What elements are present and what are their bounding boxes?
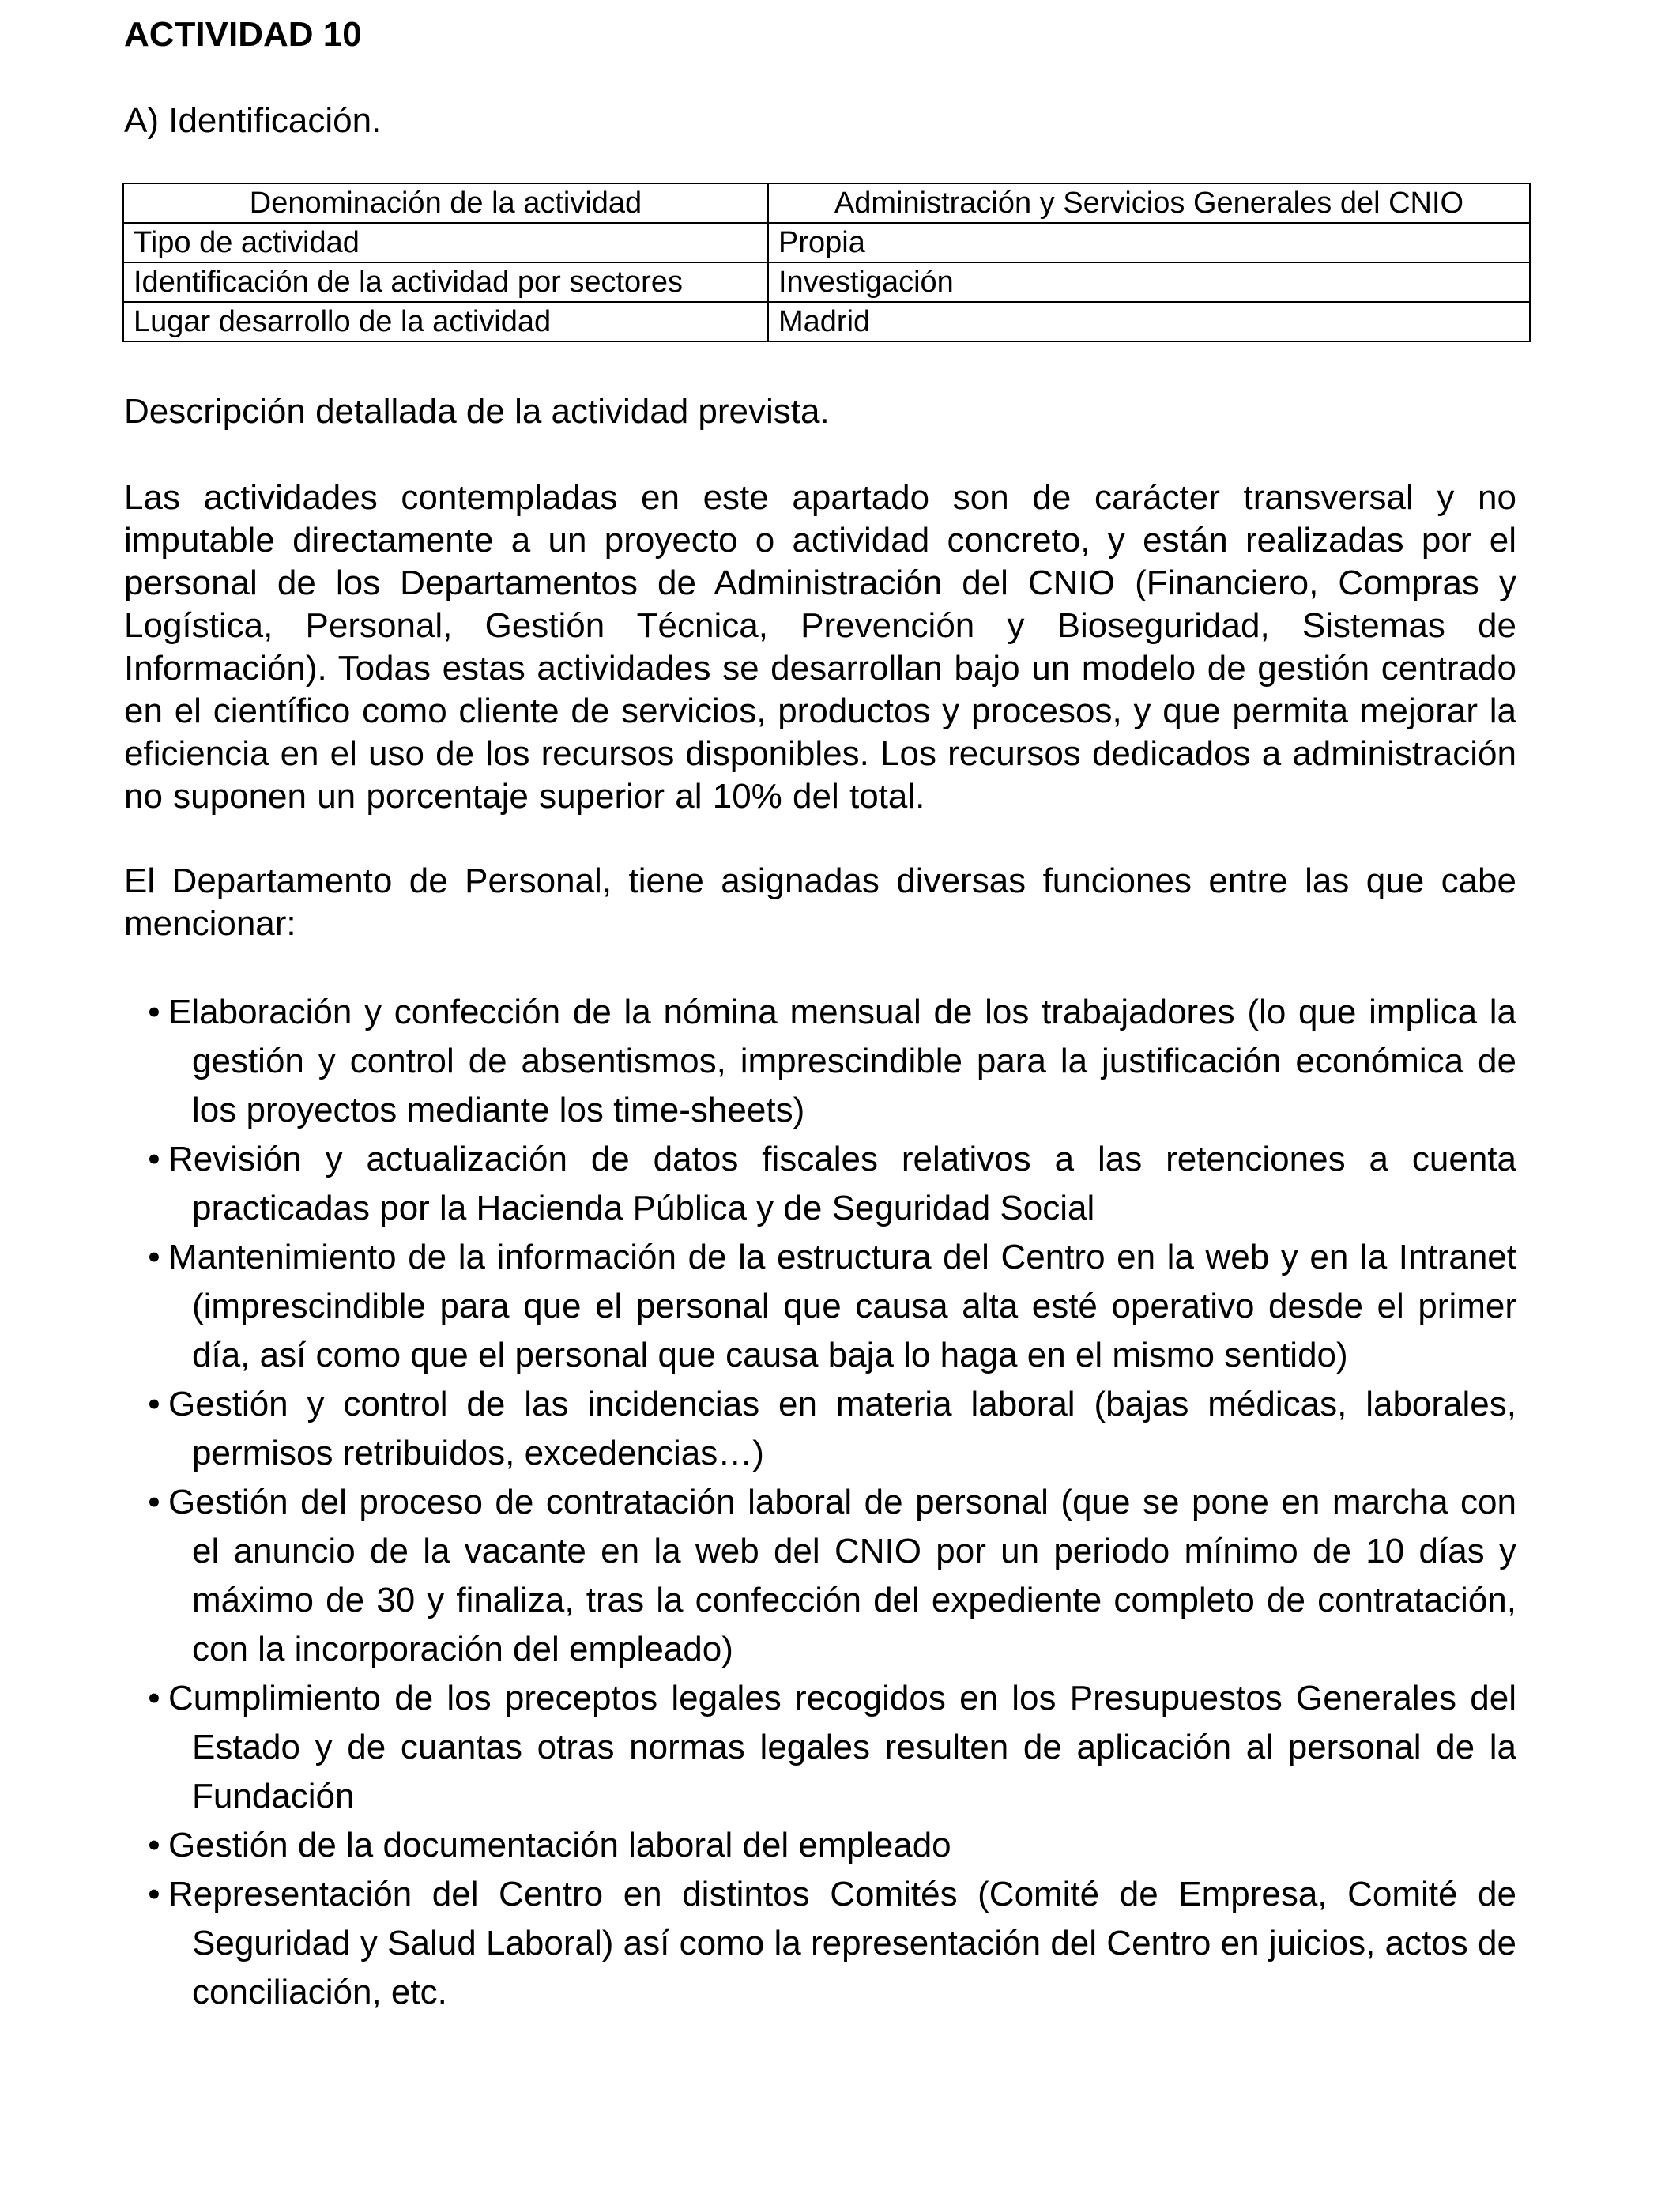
table-cell: Propia: [768, 223, 1530, 262]
list-item: [148, 1135, 1516, 1233]
table-cell: Administración y Servicios Generales del CNIO: [768, 183, 1530, 223]
bullet-icon: •: [148, 1140, 160, 1178]
table-row: [123, 302, 1530, 341]
list-item: [148, 1674, 1516, 1821]
activity-title: ACTIVIDAD 10: [124, 15, 362, 54]
list-item-text: Gestión y control de las incidencias en materia laboral (bajas médicas, laborales, permisos retribuidos, excedencias…): [168, 1385, 1516, 1472]
description-title: Descripción detallada de la actividad prevista.: [124, 392, 830, 431]
list-item-text: Mantenimiento de la información de la estructura del Centro en la web y en la Intranet (imprescindible para que el personal que causa alta esté operativo desde el primer día, así como que el personal que causa baja lo haga en el mismo sentido): [168, 1238, 1516, 1374]
table-cell: Denominación de la actividad: [123, 183, 768, 223]
list-item-text: Cumplimiento de los preceptos legales recogidos en los Presupuestos Generales del Estado y de cuantas otras normas legales resulten de aplicación al personal de la Fundación: [168, 1679, 1516, 1815]
functions-list: [148, 988, 1516, 2017]
table-header-row: [123, 183, 1530, 223]
list-item: [148, 1870, 1516, 2017]
list-item-text: Gestión de la documentación laboral del empleado: [168, 1826, 951, 1864]
bullet-icon: •: [148, 1826, 160, 1864]
bullet-icon: •: [148, 1679, 160, 1717]
table-row: [123, 262, 1530, 302]
list-item: [148, 1478, 1516, 1674]
list-item: [148, 1380, 1516, 1478]
list-item-text: Elaboración y confección de la nómina mensual de los trabajadores (lo que implica la gestión y control de absentismos, imprescindible para la justificación económica de los proyectos mediante los time-sheets): [168, 993, 1516, 1129]
list-item: [148, 1821, 1516, 1870]
bullet-icon: •: [148, 1483, 160, 1521]
table-cell: Identificación de la actividad por sectores: [123, 262, 768, 302]
table-row: [123, 223, 1530, 262]
list-item-text: Representación del Centro en distintos Comités (Comité de Empresa, Comité de Seguridad y Salud Laboral) así como la representación del Centro en juicios, actos de conciliación, etc.: [168, 1875, 1516, 2011]
functions-intro-paragraph: El Departamento de Personal, tiene asignadas diversas funciones entre las que cabe mencionar:: [124, 861, 1516, 943]
bullet-icon: •: [148, 1238, 160, 1276]
list-item: [148, 1233, 1516, 1380]
bullet-icon: •: [148, 1385, 160, 1423]
list-item-text: Gestión del proceso de contratación laboral de personal (que se pone en marcha con el anuncio de la vacante en la web del CNIO por un periodo mínimo de 10 días y máximo de 30 y finaliza, tras la confección del expediente completo de contratación, con la incorporación del empleado): [168, 1483, 1516, 1668]
bullet-icon: •: [148, 1875, 160, 1913]
section-a-title: A) Identificación.: [124, 101, 382, 140]
list-item: [148, 988, 1516, 1135]
identification-table: [122, 183, 1531, 342]
list-item-text: Revisión y actualización de datos fiscales relativos a las retenciones a cuenta practicadas por la Hacienda Pública y de Seguridad Social: [168, 1140, 1516, 1227]
bullet-icon: •: [148, 993, 160, 1031]
table-cell: Lugar desarrollo de la actividad: [123, 302, 768, 341]
table-cell: Investigación: [768, 262, 1530, 302]
description-paragraph: Las actividades contempladas en este apartado son de carácter transversal y no imputable directamente a un proyecto o actividad concreto, y están realizadas por el personal de los Departamentos de Administración del CNIO (Financiero, Compras y Logística, Personal, Gestión Técnica, Prevención y Bioseguridad, Sistemas de Información). Todas estas actividades se desarrollan bajo un modelo de gestión centrado en el científico como cliente de servicios, productos y procesos, y que permita mejorar la eficiencia en el uso de los recursos disponibles. Los recursos dedicados a administración no suponen un porcentaje superior al 10% del total.: [124, 478, 1516, 816]
table-cell: Tipo de actividad: [123, 223, 768, 262]
table-cell: Madrid: [768, 302, 1530, 341]
